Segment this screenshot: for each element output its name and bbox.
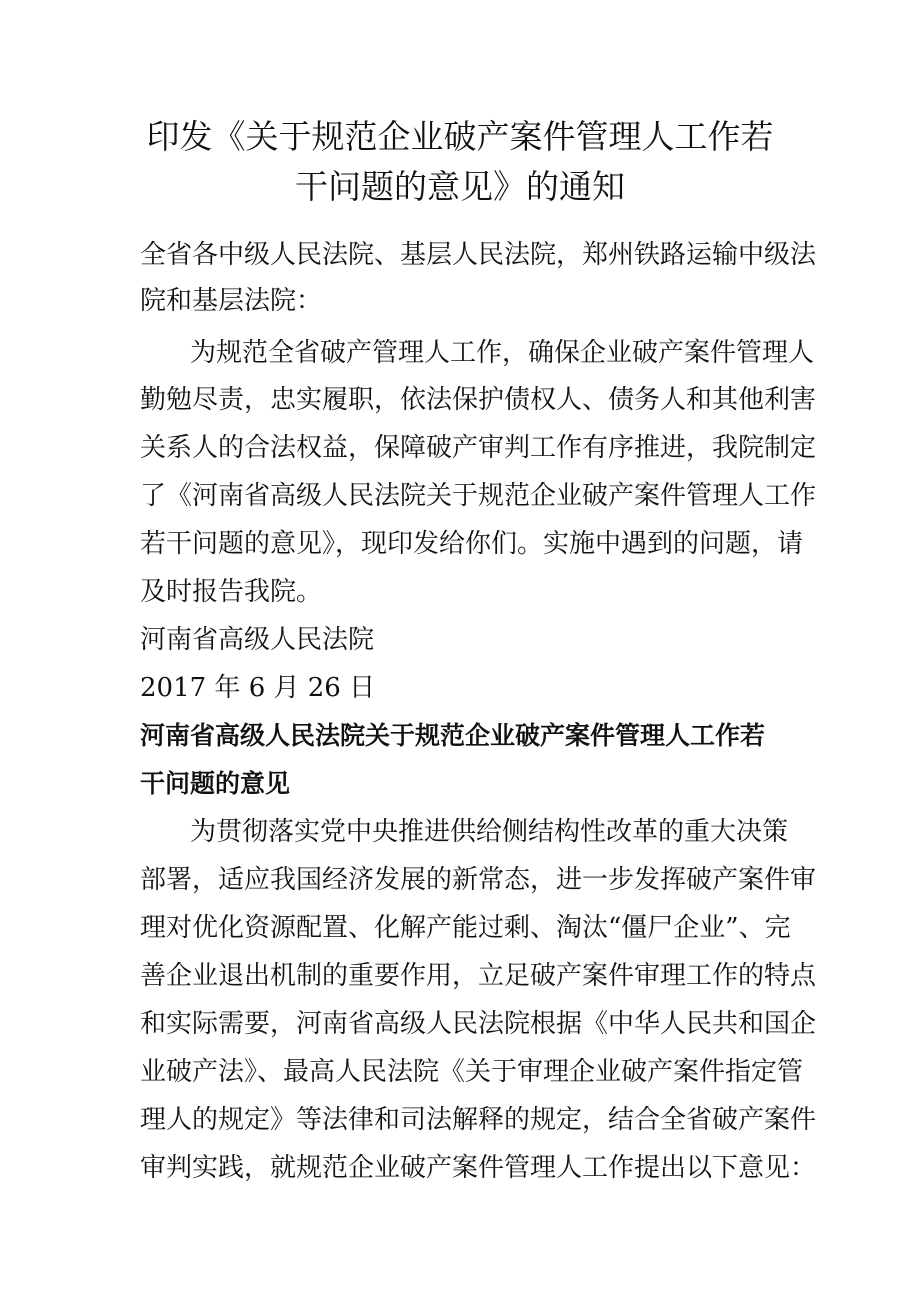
opinion-heading-line-2: 干问题的意见 xyxy=(140,769,291,798)
notice-title-line-1: 印发《关于规范企业破产案件管理人工作若 xyxy=(146,117,774,156)
opinion-body-line-1: 为贯彻落实党中央推进供给侧结构性改革的重大决策 xyxy=(190,817,789,847)
notice-body-line-4: 了《河南省高级人民法院关于规范企业破产案件管理人工作 xyxy=(140,481,817,511)
opinion-body-line-2: 部署，适应我国经济发展的新常态，进一步发挥破产案件审 xyxy=(140,865,817,895)
opinion-body-line-7: 理人的规定》等法律和司法解释的规定，结合全省破产案件 xyxy=(140,1105,817,1135)
opinion-body-line-6: 业破产法》、最高人民法院《关于审理企业破产案件指定管 xyxy=(140,1057,804,1087)
notice-title-line-2: 干问题的意见》的通知 xyxy=(295,167,625,206)
issue-date: 2017 年 6 月 26 日 xyxy=(140,673,376,703)
opinion-body-line-8: 审判实践，就规范企业破产案件管理人工作提出以下意见： xyxy=(140,1153,817,1183)
opinion-body-line-4: 善企业退出机制的重要作用，立足破产案件审理工作的特点 xyxy=(140,961,817,991)
addressee-line-1: 全省各中级人民法院、基层人民法院，郑州铁路运输中级法 xyxy=(140,240,817,270)
notice-body-line-3: 关系人的合法权益，保障破产审判工作有序推进，我院制定 xyxy=(140,433,817,463)
notice-body-line-6: 及时报告我院。 xyxy=(140,577,323,607)
addressee-line-2: 院和基层法院： xyxy=(140,286,323,316)
notice-body-line-5: 若干问题的意见》，现印发给你们。实施中遇到的问题，请 xyxy=(140,529,804,559)
issuer: 河南省高级人民法院 xyxy=(140,625,375,655)
opinion-heading-line-1: 河南省高级人民法院关于规范企业破产案件管理人工作若 xyxy=(140,721,766,750)
opinion-body-line-3: 理对优化资源配置、化解产能过剩、淘汰“僵尸企业”、完 xyxy=(140,913,791,943)
notice-body-line-1: 为规范全省破产管理人工作，确保企业破产案件管理人 xyxy=(190,338,815,368)
opinion-body-line-5: 和实际需要，河南省高级人民法院根据《中华人民共和国企 xyxy=(140,1009,817,1039)
notice-body-line-2: 勤勉尽责，忠实履职，依法保护债权人、债务人和其他利害 xyxy=(140,385,817,415)
